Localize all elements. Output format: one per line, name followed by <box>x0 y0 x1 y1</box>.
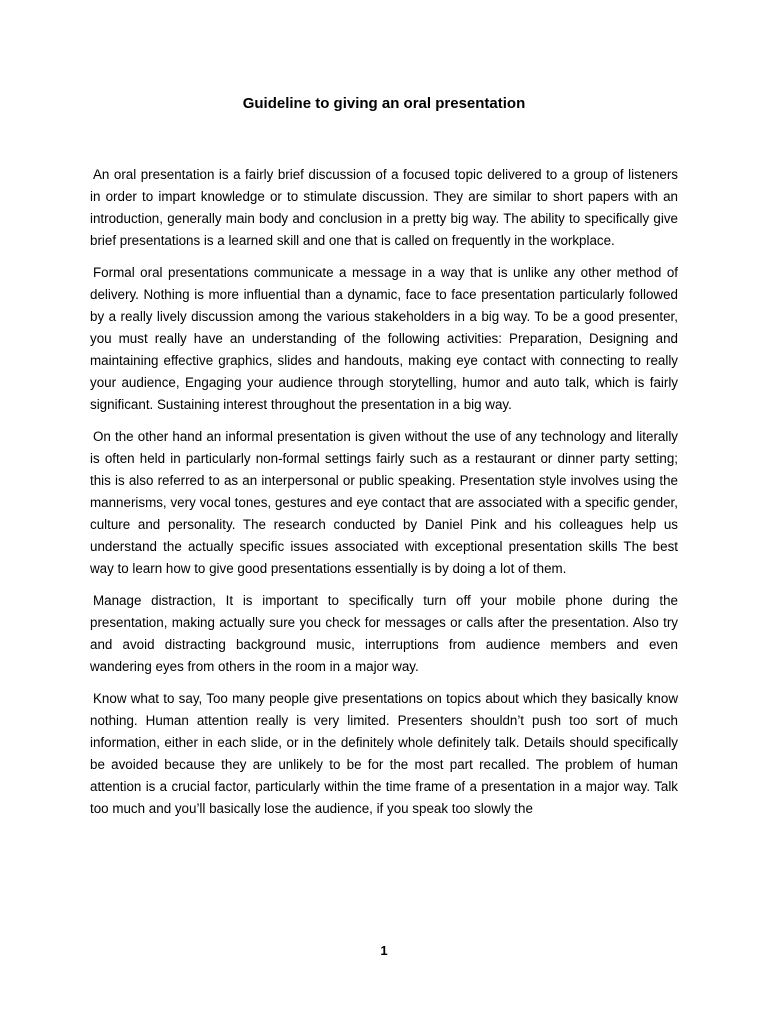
page-number: 1 <box>380 943 388 958</box>
paragraph-intro: An oral presentation is a fairly brief discussion of a focused topic delivered to a group of listeners in order to impart knowledge or to stimulate discussion. They are similar to short papers with an introduction, generally main body and conclusion in a pretty big way. The ability to specifically give brief presentations is a learned skill and one that is called on frequently in the workplace. <box>90 167 678 248</box>
paragraph-distraction: Manage distraction, It is important to specifically turn off your mobile phone during the presentation, making actually sure you check for messages or calls after the presentation. Also try and avoid distracting background music, interruptions from audience members and even wandering eyes from others in the room in a major way. <box>90 593 678 674</box>
paragraph-formal: Formal oral presentations communicate a message in a way that is unlike any other method of delivery. Nothing is more influential than a dynamic, face to face presentation particularly followed by a really lively discussion among the various stakeholders in a big way. To be a good presenter, you must really have an understanding of the following activities: Preparation, Designing and maintaining effective graphics, slides and handouts, making eye contact with connecting to really your audience, Engaging your audience through storytelling, humor and auto talk, which is fairly significant. Sustaining interest throughout the presentation in a big way. <box>90 265 678 412</box>
document-body <box>90 164 678 830</box>
document-title: Guideline to giving an oral presentation <box>242 95 526 112</box>
paragraph-know-what-to-say: Know what to say, Too many people give presentations on topics about which they basically know nothing. Human attention really is very limited. Presenters shouldn’t push too sort of much information, either in each slide, or in the definitely whole definitely talk. Details should specifically be avoided because they are unlikely to be for the most part recalled. The problem of human attention is a crucial factor, particularly within the time frame of a presentation in a major way. Talk too much and you’ll basically lose the audience, if you speak too slowly the <box>90 691 678 816</box>
paragraph-informal: On the other hand an informal presentation is given without the use of any technology and literally is often held in particularly non-formal settings fairly such as a restaurant or dinner party setting; this is also referred to as an interpersonal or public speaking. Presentation style involves using the mannerisms, very vocal tones, gestures and eye contact that are associated with a specific gender, culture and personality. The research conducted by Daniel Pink and his colleagues help us understand the actually specific issues associated with exceptional presentation skills The best way to learn how to give good presentations essentially is by doing a lot of them. <box>90 429 678 576</box>
